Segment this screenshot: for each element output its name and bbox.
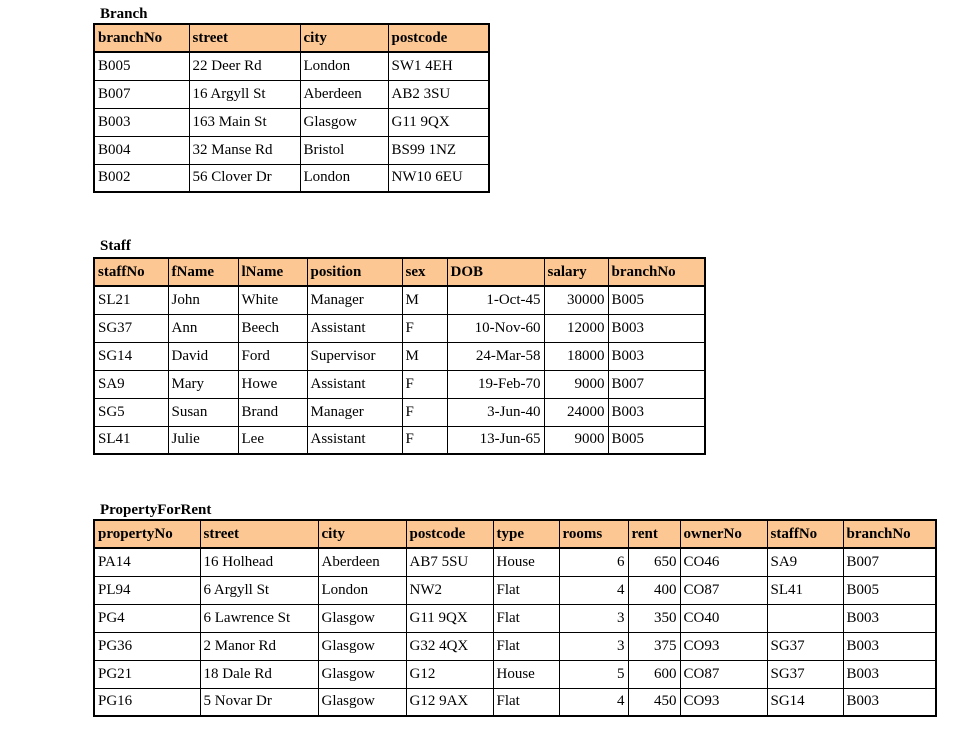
branch-table-header bbox=[94, 24, 489, 52]
table-cell: Susan bbox=[168, 398, 238, 426]
table-cell: White bbox=[238, 286, 307, 314]
table-cell: Glasgow bbox=[318, 660, 406, 688]
table-cell: CO40 bbox=[680, 604, 767, 632]
table-cell: NW10 6EU bbox=[388, 164, 489, 192]
table-row bbox=[94, 576, 936, 604]
table-cell: Manager bbox=[307, 398, 402, 426]
table-cell: PA14 bbox=[94, 548, 200, 576]
table-cell: Glasgow bbox=[300, 108, 388, 136]
table-cell: 56 Clover Dr bbox=[189, 164, 300, 192]
table-cell: Beech bbox=[238, 314, 307, 342]
column-header: lName bbox=[238, 258, 307, 286]
table-cell: B007 bbox=[843, 548, 936, 576]
column-header: DOB bbox=[447, 258, 544, 286]
column-header: postcode bbox=[406, 520, 493, 548]
table-cell: SA9 bbox=[94, 370, 168, 398]
table-cell: 9000 bbox=[544, 426, 608, 454]
table-cell: B007 bbox=[608, 370, 705, 398]
property-table-title: PropertyForRent bbox=[100, 502, 212, 518]
table-cell: SG37 bbox=[767, 632, 843, 660]
column-header: street bbox=[189, 24, 300, 52]
table-cell: B004 bbox=[94, 136, 189, 164]
table-cell: 12000 bbox=[544, 314, 608, 342]
table-cell: B003 bbox=[94, 108, 189, 136]
table-cell: Ann bbox=[168, 314, 238, 342]
table-row bbox=[94, 80, 489, 108]
table-cell: 6 Lawrence St bbox=[200, 604, 318, 632]
table-cell: PL94 bbox=[94, 576, 200, 604]
table-cell: Bristol bbox=[300, 136, 388, 164]
property-table-body bbox=[94, 548, 936, 716]
table-cell: SG37 bbox=[94, 314, 168, 342]
table-cell: 2 Manor Rd bbox=[200, 632, 318, 660]
branch-table-body bbox=[94, 52, 489, 192]
table-cell: F bbox=[402, 398, 447, 426]
column-header: salary bbox=[544, 258, 608, 286]
table-row bbox=[94, 370, 705, 398]
table-cell: 18 Dale Rd bbox=[200, 660, 318, 688]
table-cell: B002 bbox=[94, 164, 189, 192]
header-row bbox=[94, 24, 489, 52]
table-cell bbox=[767, 604, 843, 632]
table-row bbox=[94, 426, 705, 454]
table-cell: 5 Novar Dr bbox=[200, 688, 318, 716]
table-cell: B007 bbox=[94, 80, 189, 108]
table-cell: Assistant bbox=[307, 314, 402, 342]
table-cell: PG36 bbox=[94, 632, 200, 660]
table-cell: G32 4QX bbox=[406, 632, 493, 660]
table-cell: CO87 bbox=[680, 660, 767, 688]
table-cell: 18000 bbox=[544, 342, 608, 370]
table-cell: 32 Manse Rd bbox=[189, 136, 300, 164]
table-cell: 600 bbox=[628, 660, 680, 688]
table-cell: 4 bbox=[559, 576, 628, 604]
table-cell: Glasgow bbox=[318, 688, 406, 716]
table-cell: SL21 bbox=[94, 286, 168, 314]
table-cell: Brand bbox=[238, 398, 307, 426]
table-cell: B005 bbox=[608, 426, 705, 454]
column-header: rooms bbox=[559, 520, 628, 548]
table-row bbox=[94, 398, 705, 426]
table-cell: F bbox=[402, 370, 447, 398]
table-cell: Aberdeen bbox=[300, 80, 388, 108]
table-cell: 24-Mar-58 bbox=[447, 342, 544, 370]
table-cell: Assistant bbox=[307, 370, 402, 398]
column-header: branchNo bbox=[608, 258, 705, 286]
column-header: staffNo bbox=[767, 520, 843, 548]
table-cell: CO93 bbox=[680, 632, 767, 660]
table-cell: M bbox=[402, 286, 447, 314]
table-cell: 650 bbox=[628, 548, 680, 576]
table-cell: 350 bbox=[628, 604, 680, 632]
table-cell: 450 bbox=[628, 688, 680, 716]
table-cell: AB7 5SU bbox=[406, 548, 493, 576]
table-row bbox=[94, 548, 936, 576]
table-cell: B003 bbox=[843, 604, 936, 632]
table-cell: 16 Holhead bbox=[200, 548, 318, 576]
table-cell: SL41 bbox=[94, 426, 168, 454]
table-cell: London bbox=[300, 52, 388, 80]
table-cell: CO93 bbox=[680, 688, 767, 716]
table-cell: SG14 bbox=[94, 342, 168, 370]
table-cell: B005 bbox=[843, 576, 936, 604]
table-cell: Lee bbox=[238, 426, 307, 454]
table-row bbox=[94, 604, 936, 632]
column-header: sex bbox=[402, 258, 447, 286]
table-cell: 4 bbox=[559, 688, 628, 716]
property-for-rent-table bbox=[93, 519, 937, 717]
table-cell: CO87 bbox=[680, 576, 767, 604]
table-row bbox=[94, 632, 936, 660]
column-header: street bbox=[200, 520, 318, 548]
table-row bbox=[94, 688, 936, 716]
table-cell: David bbox=[168, 342, 238, 370]
table-cell: Flat bbox=[493, 576, 559, 604]
column-header: postcode bbox=[388, 24, 489, 52]
table-cell: SG14 bbox=[767, 688, 843, 716]
table-cell: 3 bbox=[559, 604, 628, 632]
table-cell: 400 bbox=[628, 576, 680, 604]
table-row bbox=[94, 108, 489, 136]
table-cell: 6 bbox=[559, 548, 628, 576]
column-header: rent bbox=[628, 520, 680, 548]
table-cell: B003 bbox=[608, 342, 705, 370]
column-header: propertyNo bbox=[94, 520, 200, 548]
column-header: fName bbox=[168, 258, 238, 286]
column-header: city bbox=[300, 24, 388, 52]
table-cell: Flat bbox=[493, 604, 559, 632]
table-cell: 22 Deer Rd bbox=[189, 52, 300, 80]
table-row bbox=[94, 52, 489, 80]
table-cell: Aberdeen bbox=[318, 548, 406, 576]
table-cell: 375 bbox=[628, 632, 680, 660]
table-cell: 13-Jun-65 bbox=[447, 426, 544, 454]
table-cell: Supervisor bbox=[307, 342, 402, 370]
table-cell: House bbox=[493, 548, 559, 576]
table-cell: B003 bbox=[608, 314, 705, 342]
table-cell: SW1 4EH bbox=[388, 52, 489, 80]
table-cell: NW2 bbox=[406, 576, 493, 604]
table-cell: 10-Nov-60 bbox=[447, 314, 544, 342]
table-cell: B003 bbox=[843, 688, 936, 716]
table-cell: AB2 3SU bbox=[388, 80, 489, 108]
table-cell: G12 9AX bbox=[406, 688, 493, 716]
table-cell: 16 Argyll St bbox=[189, 80, 300, 108]
table-cell: Howe bbox=[238, 370, 307, 398]
table-cell: G11 9QX bbox=[388, 108, 489, 136]
table-cell: London bbox=[300, 164, 388, 192]
table-cell: B005 bbox=[608, 286, 705, 314]
table-cell: G11 9QX bbox=[406, 604, 493, 632]
table-cell: B005 bbox=[94, 52, 189, 80]
table-cell: 3 bbox=[559, 632, 628, 660]
column-header: branchNo bbox=[843, 520, 936, 548]
table-cell: House bbox=[493, 660, 559, 688]
table-cell: Flat bbox=[493, 688, 559, 716]
column-header: city bbox=[318, 520, 406, 548]
table-cell: Glasgow bbox=[318, 604, 406, 632]
table-cell: SG37 bbox=[767, 660, 843, 688]
table-cell: Ford bbox=[238, 342, 307, 370]
table-cell: BS99 1NZ bbox=[388, 136, 489, 164]
table-cell: Flat bbox=[493, 632, 559, 660]
table-cell: SA9 bbox=[767, 548, 843, 576]
column-header: type bbox=[493, 520, 559, 548]
table-cell: F bbox=[402, 314, 447, 342]
table-cell: PG4 bbox=[94, 604, 200, 632]
branch-table-title: Branch bbox=[100, 6, 148, 22]
column-header: position bbox=[307, 258, 402, 286]
table-cell: SG5 bbox=[94, 398, 168, 426]
table-cell: Manager bbox=[307, 286, 402, 314]
table-cell: 5 bbox=[559, 660, 628, 688]
staff-table-header bbox=[94, 258, 705, 286]
header-row bbox=[94, 258, 705, 286]
table-cell: 24000 bbox=[544, 398, 608, 426]
staff-table-title: Staff bbox=[100, 238, 131, 254]
staff-table-body bbox=[94, 286, 705, 454]
table-cell: 3-Jun-40 bbox=[447, 398, 544, 426]
branch-table bbox=[93, 23, 490, 193]
table-cell: 9000 bbox=[544, 370, 608, 398]
table-row bbox=[94, 660, 936, 688]
column-header: staffNo bbox=[94, 258, 168, 286]
table-cell: F bbox=[402, 426, 447, 454]
table-cell: G12 bbox=[406, 660, 493, 688]
property-table-header bbox=[94, 520, 936, 548]
table-cell: SL41 bbox=[767, 576, 843, 604]
table-cell: PG21 bbox=[94, 660, 200, 688]
staff-table bbox=[93, 257, 706, 455]
table-cell: Assistant bbox=[307, 426, 402, 454]
table-row bbox=[94, 164, 489, 192]
table-cell: B003 bbox=[608, 398, 705, 426]
column-header: branchNo bbox=[94, 24, 189, 52]
table-cell: Glasgow bbox=[318, 632, 406, 660]
table-cell: B003 bbox=[843, 660, 936, 688]
table-cell: 30000 bbox=[544, 286, 608, 314]
table-cell: PG16 bbox=[94, 688, 200, 716]
table-cell: Mary bbox=[168, 370, 238, 398]
table-row bbox=[94, 342, 705, 370]
table-cell: 1-Oct-45 bbox=[447, 286, 544, 314]
column-header: ownerNo bbox=[680, 520, 767, 548]
table-row bbox=[94, 136, 489, 164]
table-cell: B003 bbox=[843, 632, 936, 660]
table-cell: 19-Feb-70 bbox=[447, 370, 544, 398]
table-cell: John bbox=[168, 286, 238, 314]
table-cell: Julie bbox=[168, 426, 238, 454]
table-cell: 6 Argyll St bbox=[200, 576, 318, 604]
table-cell: London bbox=[318, 576, 406, 604]
header-row bbox=[94, 520, 936, 548]
table-cell: CO46 bbox=[680, 548, 767, 576]
table-cell: 163 Main St bbox=[189, 108, 300, 136]
table-cell: M bbox=[402, 342, 447, 370]
table-row bbox=[94, 314, 705, 342]
table-row bbox=[94, 286, 705, 314]
